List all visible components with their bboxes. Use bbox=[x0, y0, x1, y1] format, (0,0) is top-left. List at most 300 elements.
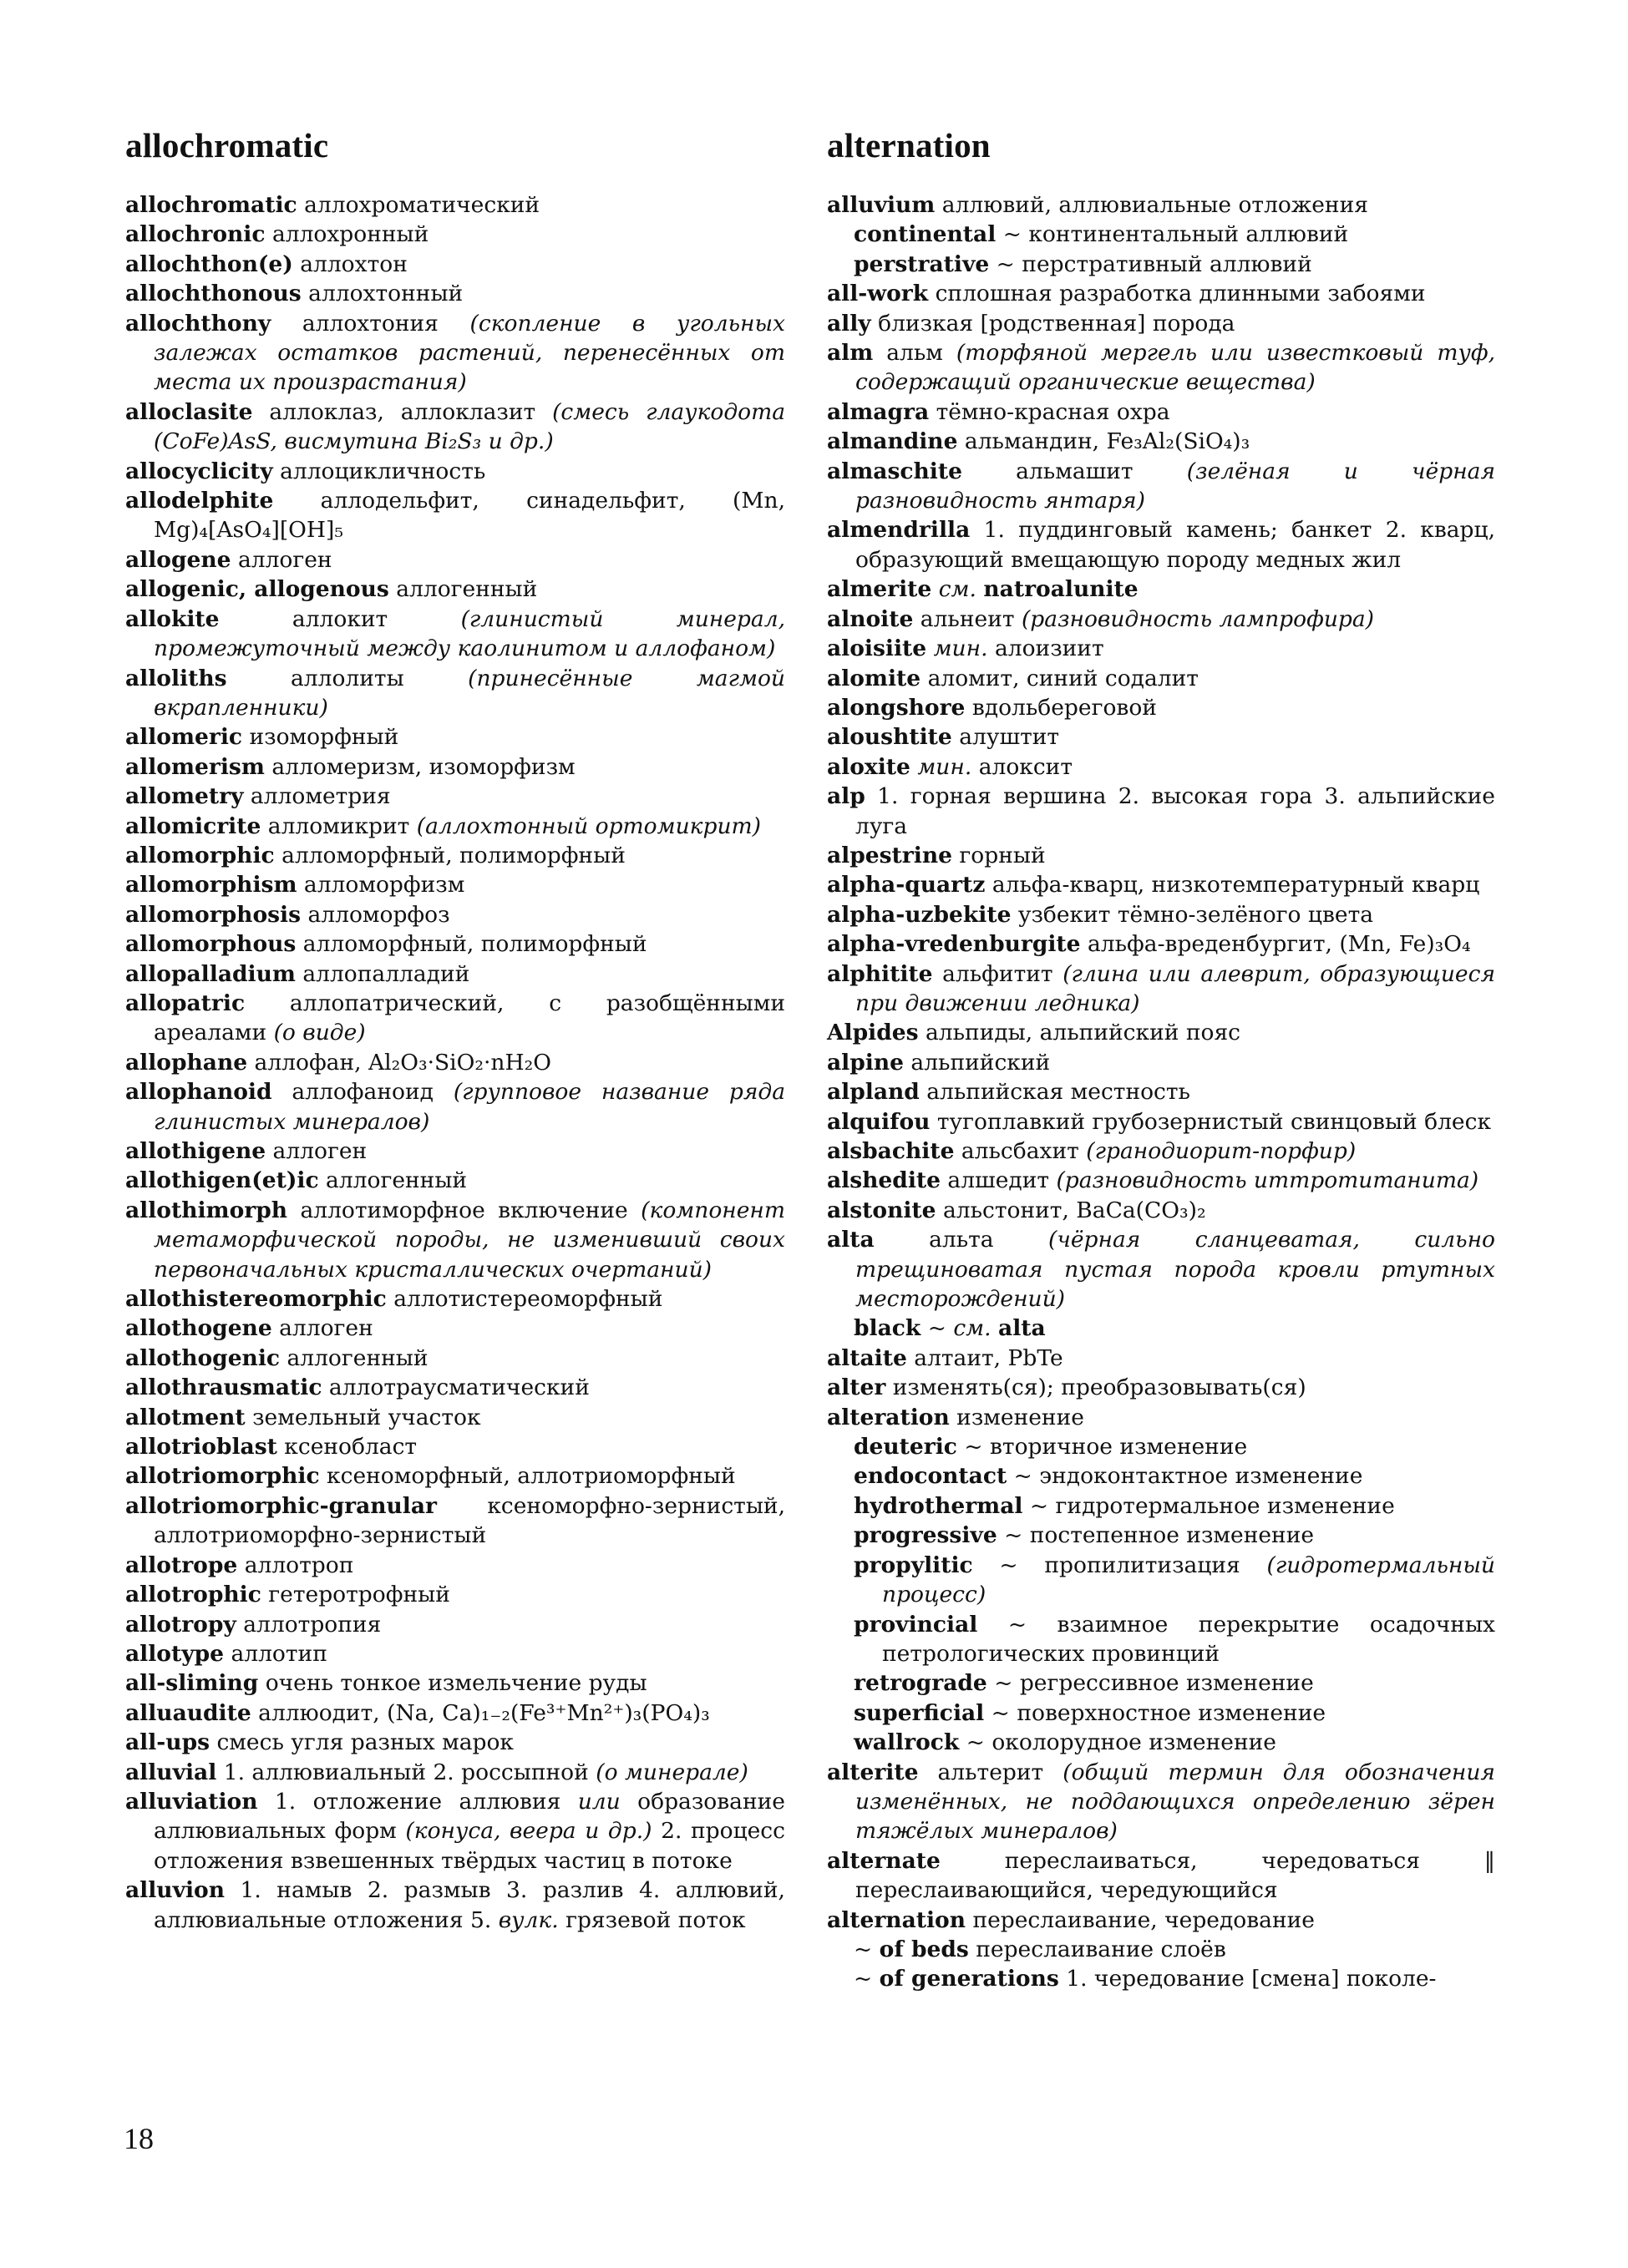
entry-headword: alphitite bbox=[827, 960, 933, 987]
entry-headword: allometry bbox=[125, 783, 244, 810]
entry-headword: allomeric bbox=[125, 724, 243, 751]
dictionary-entry bbox=[827, 427, 1495, 456]
subentry-word: perstrative bbox=[854, 251, 990, 277]
entry-note: (чёрная сланцеватая, сильно трещиноватая пустая порода кровли ртутных месторождений) bbox=[855, 1227, 1495, 1313]
dictionary-entry bbox=[827, 1166, 1495, 1195]
dictionary-subentry: wallrock ~ околорудное изменение bbox=[854, 1729, 1276, 1756]
dictionary-entry bbox=[125, 1344, 785, 1373]
entry-translation: переслаивание, чередование bbox=[972, 1906, 1315, 1933]
dictionary-entry bbox=[125, 812, 785, 841]
usage-label: мин. bbox=[933, 635, 988, 662]
entry-headword: allomorphosis bbox=[125, 901, 302, 928]
entry-translation: аллотроп bbox=[244, 1552, 354, 1578]
entry-translation: узбекит тёмно-зелёного цвета bbox=[1017, 901, 1374, 928]
entry-headword: aloisiite bbox=[827, 635, 927, 662]
entry-headword: allophane bbox=[125, 1049, 248, 1076]
entry-translation: аллофан, Al₂O₃·SiO₂·nH₂O bbox=[254, 1049, 551, 1076]
entry-translation: альсбахит bbox=[961, 1138, 1079, 1164]
subentry-word: progressive bbox=[854, 1522, 997, 1549]
dictionary-subentry: perstrative ~ перстративный аллювий bbox=[854, 251, 1312, 277]
entry-headword: allogenic, allogenous bbox=[125, 576, 389, 603]
entry-translation: аллокит bbox=[292, 605, 388, 632]
entry-headword: allomicrite bbox=[125, 813, 261, 839]
usage-label: см. bbox=[953, 1315, 992, 1342]
entry-headword: allomorphic bbox=[125, 842, 275, 868]
dictionary-entry bbox=[827, 1077, 1495, 1106]
entry-translation: тёмно-красная охра bbox=[936, 398, 1170, 425]
entry-headword: alpha-quartz bbox=[827, 872, 986, 899]
entry-translation: постепенное изменение bbox=[1029, 1522, 1315, 1549]
dictionary-entry bbox=[827, 279, 1495, 308]
entry-headword: allothigen(et)ic bbox=[125, 1167, 319, 1194]
dictionary-entry bbox=[125, 1432, 785, 1461]
dictionary-entry bbox=[125, 605, 785, 664]
dictionary-entry bbox=[827, 634, 1495, 663]
entry-translation: аллотропия bbox=[243, 1611, 382, 1638]
dictionary-entry bbox=[827, 1906, 1495, 1935]
entry-translation: альмандин, Fe₃Al₂(SiO₄)₃ bbox=[964, 428, 1250, 455]
entry-translation: смесь угля разных марок bbox=[216, 1729, 514, 1756]
dictionary-entry bbox=[125, 1876, 785, 1935]
entry-headword: almendrilla bbox=[827, 517, 971, 544]
dictionary-subentry: endocontact ~ эндоконтактное изменение bbox=[854, 1463, 1363, 1490]
entry-translation: аллопалладий bbox=[302, 960, 470, 987]
entry-headword: alluviation bbox=[125, 1788, 258, 1815]
entry-note: (гидротермальный процесс) bbox=[882, 1552, 1495, 1608]
cross-reference: alta bbox=[998, 1315, 1046, 1342]
entry-headword: alternate bbox=[827, 1847, 941, 1874]
entry-translation: аллоген bbox=[237, 546, 332, 573]
dictionary-entry bbox=[827, 782, 1495, 841]
dictionary-entry bbox=[125, 1758, 785, 1787]
right-column bbox=[827, 190, 1495, 1994]
entry-note: (конуса, веера и др.) bbox=[405, 1818, 652, 1845]
tilde-mark: ~ bbox=[854, 1936, 873, 1962]
dictionary-entry bbox=[827, 190, 1495, 220]
dictionary-entry bbox=[827, 693, 1495, 722]
entry-note: (разновидность лампрофира) bbox=[1021, 605, 1374, 632]
entry-translation: ксеноморфный, аллотриоморфный bbox=[327, 1463, 736, 1490]
subentry-word: wallrock bbox=[854, 1729, 960, 1756]
entry-headword: alloclasite bbox=[125, 398, 253, 425]
dictionary-entry bbox=[125, 1610, 785, 1639]
dictionary-entry bbox=[125, 486, 785, 545]
entry-translation: аллофаноид bbox=[292, 1079, 434, 1106]
dictionary-entry bbox=[827, 752, 1495, 782]
entry-translation: альфа-вреденбургит, (Mn, Fe)₃O₄ bbox=[1087, 931, 1471, 958]
dictionary-entry bbox=[125, 545, 785, 575]
entry-headword: alquifou bbox=[827, 1108, 931, 1135]
subentry-word: black bbox=[854, 1315, 921, 1342]
entry-headword: allophanoid bbox=[125, 1079, 272, 1106]
entry-translation: алоксит bbox=[978, 753, 1073, 780]
entry-headword: allothogene bbox=[125, 1315, 272, 1342]
subentry-word: superficial bbox=[854, 1699, 985, 1726]
entry-headword: altaite bbox=[827, 1344, 907, 1371]
entry-translation: аллювий, аллювиальные отложения bbox=[941, 192, 1368, 218]
entry-headword: alter bbox=[827, 1374, 886, 1401]
dictionary-entry bbox=[827, 929, 1495, 959]
entry-headword: alluvion bbox=[125, 1877, 225, 1904]
entry-headword: allomorphous bbox=[125, 931, 297, 958]
entry-headword: alp bbox=[827, 783, 865, 810]
subentry-word: continental bbox=[854, 221, 997, 248]
dictionary-entry bbox=[125, 250, 785, 279]
entry-note: (разновидность иттротитанита) bbox=[1056, 1167, 1479, 1194]
entry-translation: земельный участок bbox=[252, 1404, 481, 1430]
entry-translation: 1. аллювиальный 2. россыпной bbox=[223, 1759, 589, 1785]
dictionary-entry bbox=[827, 722, 1495, 752]
dictionary-entry bbox=[827, 1107, 1495, 1137]
entry-translation: ксеноморфно-зернистый, аллотриоморфно-зернистый bbox=[154, 1492, 785, 1549]
entry-translation: перстративный аллювий bbox=[1022, 251, 1312, 277]
entry-translation: аллоклаз, аллоклазит bbox=[269, 398, 536, 425]
entry-headword: all-sliming bbox=[125, 1670, 259, 1697]
entry-translation: алломорфизм bbox=[303, 872, 465, 899]
entry-headword: alsbachite bbox=[827, 1138, 955, 1164]
entry-headword: allomerism bbox=[125, 753, 265, 780]
entry-translation: аллотиморфное включение bbox=[300, 1197, 628, 1223]
entry-headword: allotype bbox=[125, 1640, 225, 1667]
dictionary-entry bbox=[125, 1077, 785, 1137]
entry-headword: allotriomorphic-granular bbox=[125, 1492, 437, 1519]
entry-translation: пропилитизация bbox=[1044, 1552, 1240, 1578]
dictionary-entry bbox=[125, 220, 785, 249]
entry-translation: сплошная разработка длинными забоями bbox=[935, 281, 1426, 307]
dictionary-entry bbox=[125, 1787, 785, 1876]
entry-translation: альстонит, BaCa(CO₃)₂ bbox=[942, 1197, 1206, 1223]
entry-note: (о виде) bbox=[273, 1020, 366, 1046]
entry-translation: грязевой поток bbox=[565, 1906, 746, 1933]
dictionary-entry bbox=[125, 1461, 785, 1491]
dictionary-entry bbox=[125, 397, 785, 457]
entry-translation: аллохтония bbox=[302, 310, 439, 337]
entry-headword: ally bbox=[827, 310, 871, 337]
guide-word-right: alternation bbox=[827, 126, 991, 165]
dictionary-entry bbox=[827, 870, 1495, 899]
entry-note: (о минерале) bbox=[596, 1759, 748, 1785]
entry-translation: аллогенный bbox=[326, 1167, 468, 1194]
entry-translation: изоморфный bbox=[249, 724, 399, 751]
dictionary-entry bbox=[125, 457, 785, 486]
dictionary-subentry: continental ~ континентальный аллювий bbox=[854, 221, 1349, 248]
dictionary-subentry: black ~ см. alta bbox=[854, 1315, 1046, 1342]
entry-translation: континентальный аллювий bbox=[1028, 221, 1349, 248]
entry-headword: allodelphite bbox=[125, 488, 274, 514]
entry-translation: переслаивание слоёв bbox=[976, 1936, 1226, 1962]
dictionary-subentry: progressive ~ постепенное изменение bbox=[854, 1522, 1315, 1549]
entry-translation: 1. намыв 2. размыв 3. разлив 4. аллювий, аллювиальные отложения 5. bbox=[154, 1877, 785, 1933]
dictionary-entry bbox=[125, 1048, 785, 1077]
dictionary-entry bbox=[827, 841, 1495, 870]
entry-translation: алоизиит bbox=[994, 635, 1104, 662]
entry-headword: alterite bbox=[827, 1759, 919, 1785]
entry-translation: аллотип bbox=[231, 1640, 327, 1667]
entry-note: (групповое название ряда глинистых минералов) bbox=[154, 1079, 785, 1135]
entry-translation: вторичное изменение bbox=[990, 1434, 1248, 1461]
entry-translation: гетеротрофный bbox=[268, 1582, 450, 1608]
entry-headword: allomorphism bbox=[125, 872, 297, 899]
entry-headword: alteration bbox=[827, 1404, 950, 1430]
entry-translation: алломеризм, изоморфизм bbox=[271, 753, 576, 780]
dictionary-entry bbox=[125, 959, 785, 989]
entry-translation: тугоплавкий грубозернистый свинцовый блеск bbox=[936, 1108, 1492, 1135]
dictionary-entry bbox=[125, 900, 785, 929]
dictionary-subentry bbox=[827, 1964, 1495, 1993]
entry-headword: alstonite bbox=[827, 1197, 936, 1223]
entry-headword: allotrophic bbox=[125, 1582, 261, 1608]
entry-translation: аллохтон bbox=[300, 251, 408, 277]
entry-translation: аллотистереоморфный bbox=[393, 1286, 663, 1313]
dictionary-entry bbox=[125, 279, 785, 308]
entry-headword: alongshore bbox=[827, 694, 966, 721]
dictionary-subentry: provincial ~ взаимное перекрытие осадочных петрологических провинций bbox=[854, 1611, 1495, 1667]
dictionary-entry bbox=[827, 1137, 1495, 1166]
entry-headword: almaschite bbox=[827, 458, 962, 484]
entry-translation: аллохроматический bbox=[304, 192, 540, 218]
subentry-word: endocontact bbox=[854, 1463, 1007, 1490]
dictionary-entry bbox=[125, 1373, 785, 1402]
subentry-word: deuteric bbox=[854, 1434, 957, 1461]
subentry-word: of generations bbox=[879, 1966, 1059, 1992]
entry-headword: alluaudite bbox=[125, 1699, 251, 1726]
dictionary-subentry bbox=[827, 1935, 1495, 1964]
entry-note: (смесь глаукодота (CoFe)AsS, висмутина Bi₂S₃ и др.) bbox=[154, 398, 785, 455]
dictionary-entry bbox=[827, 605, 1495, 634]
entry-translation: близкая [родственная] порода bbox=[878, 310, 1235, 337]
entry-translation: аллотраусматический bbox=[328, 1374, 590, 1401]
dictionary-entry bbox=[827, 900, 1495, 929]
dictionary-entry bbox=[125, 1284, 785, 1314]
entry-translation: аллоцикличность bbox=[280, 458, 486, 484]
entry-headword: allothrausmatic bbox=[125, 1374, 322, 1401]
entry-headword: alnoite bbox=[827, 605, 914, 632]
tilde-mark: ~ bbox=[854, 1966, 873, 1992]
entry-translation: альфитит bbox=[942, 960, 1053, 987]
entry-headword: allopalladium bbox=[125, 960, 296, 987]
entry-note: (компонент метаморфической породы, не изменивший своих первоначальных кристаллических очертаний) bbox=[154, 1197, 785, 1283]
usage-label: вулк. bbox=[498, 1906, 559, 1933]
entry-translation: алтаит, PbTe bbox=[914, 1344, 1063, 1371]
dictionary-entry bbox=[827, 1344, 1495, 1373]
usage-label: мин. bbox=[917, 753, 972, 780]
entry-note: (скопление в угольных залежах остатков растений, перенесённых от места их произрастания) bbox=[154, 310, 785, 396]
entry-translation: образование аллювиальных форм bbox=[154, 1788, 785, 1845]
entry-translation: аллоген bbox=[272, 1138, 368, 1164]
entry-note: (глинистый минерал, промежуточный между каолинитом и аллофаном) bbox=[154, 605, 785, 662]
entry-translation: альтерит bbox=[937, 1759, 1044, 1785]
dictionary-entry bbox=[125, 782, 785, 811]
entry-translation: 1. пуддинговый камень; банкет 2. кварц, образующий вмещающую породу медных жил bbox=[855, 517, 1495, 573]
dictionary-entry bbox=[827, 1846, 1495, 1906]
entry-headword: allotriomorphic bbox=[125, 1463, 320, 1490]
entry-headword: alpine bbox=[827, 1049, 904, 1076]
dictionary-entry bbox=[125, 664, 785, 723]
entry-note: (зелёная и чёрная разновидность янтаря) bbox=[855, 458, 1495, 514]
page-number: 18 bbox=[124, 2122, 154, 2155]
entry-headword: allopatric bbox=[125, 990, 246, 1016]
entry-headword: allochromatic bbox=[125, 192, 297, 218]
usage-label: или bbox=[577, 1788, 621, 1815]
left-column bbox=[125, 190, 785, 1935]
dictionary-entry bbox=[827, 309, 1495, 338]
entry-translation: аллопатрический, с разобщёнными ареалами bbox=[154, 990, 785, 1046]
entry-translation: околорудное изменение bbox=[992, 1729, 1276, 1756]
entry-headword: alta bbox=[827, 1227, 875, 1253]
dictionary-subentry: hydrothermal ~ гидротермальное изменение bbox=[854, 1492, 1395, 1519]
entry-headword: allothogenic bbox=[125, 1344, 281, 1371]
dictionary-entry bbox=[125, 190, 785, 220]
dictionary-entry bbox=[125, 309, 785, 397]
entry-translation: вдольбереговой bbox=[971, 694, 1157, 721]
entry-headword: Alpides bbox=[827, 1020, 919, 1046]
entry-translation: регрессивное изменение bbox=[1019, 1670, 1314, 1697]
dictionary-entry bbox=[125, 1491, 785, 1551]
entry-headword: allothigene bbox=[125, 1138, 266, 1164]
entry-translation: эндоконтактное изменение bbox=[1039, 1463, 1363, 1490]
subentry-word: hydrothermal bbox=[854, 1492, 1023, 1519]
entry-headword: alm bbox=[827, 340, 874, 367]
entry-translation: алломорфный, полиморфный bbox=[281, 842, 626, 868]
entry-headword: allotropy bbox=[125, 1611, 236, 1638]
entry-headword: all-work bbox=[827, 281, 929, 307]
dictionary-entry bbox=[125, 1580, 785, 1609]
entry-headword: almandine bbox=[827, 428, 958, 455]
dictionary-entry bbox=[125, 929, 785, 959]
entry-note: (глина или алеврит, образующиеся при движении ледника) bbox=[855, 960, 1495, 1016]
dictionary-entry bbox=[125, 752, 785, 782]
entry-headword: allothistereomorphic bbox=[125, 1286, 387, 1313]
dictionary-entry bbox=[827, 397, 1495, 427]
dictionary-subentry: deuteric ~ вторичное изменение bbox=[854, 1434, 1248, 1461]
entry-note: (принесённые магмой вкрапленники) bbox=[154, 665, 785, 721]
entry-headword: allotment bbox=[125, 1404, 246, 1430]
dictionary-entry bbox=[827, 575, 1495, 604]
entry-translation: альмашит bbox=[1016, 458, 1134, 484]
entry-headword: allocyclicity bbox=[125, 458, 273, 484]
entry-translation: аллогенный bbox=[287, 1344, 429, 1371]
guide-word-left: allochromatic bbox=[125, 126, 329, 165]
entry-translation: ксенобласт bbox=[284, 1434, 418, 1461]
entry-headword: aloushtite bbox=[827, 724, 952, 751]
entry-translation: аллодельфит, синадельфит, (Mn, Mg)₄[AsO₄][OH]₅ bbox=[154, 488, 785, 544]
entry-headword: allochthon(e) bbox=[125, 251, 293, 277]
usage-label: см. bbox=[938, 576, 976, 603]
entry-headword: alpland bbox=[827, 1079, 920, 1106]
entry-translation: аллохтонный bbox=[308, 281, 464, 307]
dictionary-entry bbox=[827, 457, 1495, 516]
dictionary-subentry: retrograde ~ регрессивное изменение bbox=[854, 1670, 1314, 1697]
subentry-word: of beds bbox=[879, 1936, 969, 1962]
dictionary-entry bbox=[827, 1758, 1495, 1846]
dictionary-entry bbox=[827, 338, 1495, 397]
entry-headword: aloxite bbox=[827, 753, 910, 780]
dictionary-entry bbox=[125, 1698, 785, 1728]
entry-translation: альпийская местность bbox=[926, 1079, 1190, 1106]
entry-translation: 1. горная вершина 2. высокая гора 3. альпийские луга bbox=[855, 783, 1495, 839]
entry-translation: 2. процесс отложения взвешенных твёрдых частиц в потоке bbox=[154, 1818, 785, 1874]
dictionary-entry bbox=[827, 1196, 1495, 1225]
entry-translation: аллюодит, (Na, Ca)₁₋₂(Fe³⁺Mn²⁺)₃(PO₄)₃ bbox=[258, 1699, 710, 1726]
entry-translation: альм bbox=[886, 340, 943, 367]
entry-translation: взаимное перекрытие осадочных петрологических провинций bbox=[882, 1611, 1495, 1667]
entry-translation: изменять(ся); преобразовывать(ся) bbox=[892, 1374, 1306, 1401]
entry-translation: алуштит bbox=[959, 724, 1060, 751]
dictionary-entry bbox=[125, 575, 785, 604]
entry-headword: allogene bbox=[125, 546, 231, 573]
entry-translation: альпийский bbox=[910, 1049, 1051, 1076]
entry-translation: алломорфоз bbox=[307, 901, 450, 928]
dictionary-entry bbox=[125, 1196, 785, 1284]
entry-headword: allokite bbox=[125, 605, 220, 632]
entry-headword: allochronic bbox=[125, 221, 266, 248]
entry-headword: allotrope bbox=[125, 1552, 238, 1578]
entry-translation: алшедит bbox=[947, 1167, 1050, 1194]
entry-headword: alshedite bbox=[827, 1167, 941, 1194]
entry-translation: аллолиты bbox=[291, 665, 404, 691]
dictionary-entry bbox=[125, 870, 785, 899]
entry-headword: almagra bbox=[827, 398, 930, 425]
subentry-word: provincial bbox=[854, 1611, 978, 1638]
entry-translation: поверхностное изменение bbox=[1017, 1699, 1326, 1726]
entry-headword: allochthonous bbox=[125, 281, 302, 307]
dictionary-entry bbox=[827, 1018, 1495, 1047]
dictionary-entry bbox=[125, 989, 785, 1048]
dictionary-entry bbox=[125, 1728, 785, 1757]
dictionary-entry bbox=[125, 1403, 785, 1432]
dictionary-entry bbox=[827, 664, 1495, 693]
dictionary-entry bbox=[827, 515, 1495, 575]
entry-translation: 1. чередование [смена] поколе- bbox=[1066, 1966, 1437, 1992]
entry-note: (гранодиорит-порфир) bbox=[1086, 1138, 1357, 1164]
entry-headword: alluvium bbox=[827, 192, 936, 218]
entry-translation: аллогенный bbox=[396, 576, 538, 603]
entry-headword: allothimorph bbox=[125, 1197, 288, 1223]
dictionary-entry bbox=[827, 1373, 1495, 1402]
entry-translation: 1. отложение аллювия bbox=[274, 1788, 561, 1815]
entry-translation: альнеит bbox=[920, 605, 1015, 632]
entry-translation: аллохронный bbox=[271, 221, 429, 248]
entry-translation: аломит, синий содалит bbox=[927, 665, 1199, 691]
dictionary-subentry: propylitic ~ пропилитизация (гидротермальный процесс) bbox=[854, 1552, 1495, 1608]
entry-translation: гидротермальное изменение bbox=[1055, 1492, 1395, 1519]
entry-translation: изменение bbox=[956, 1404, 1084, 1430]
dictionary-entry bbox=[125, 841, 785, 870]
entry-headword: alternation bbox=[827, 1906, 966, 1933]
entry-headword: alluvial bbox=[125, 1759, 217, 1785]
subentry-word: propylitic bbox=[854, 1552, 973, 1578]
cross-reference: natroalunite bbox=[983, 576, 1139, 603]
dictionary-entry bbox=[827, 1048, 1495, 1077]
entry-translation: аллоген bbox=[279, 1315, 373, 1342]
dictionary-entry bbox=[125, 1551, 785, 1580]
entry-headword: allotrioblast bbox=[125, 1434, 277, 1461]
dictionary-entry bbox=[125, 1166, 785, 1195]
subentry-word: retrograde bbox=[854, 1670, 987, 1697]
entry-translation: альта bbox=[929, 1227, 994, 1253]
entry-headword: alomite bbox=[827, 665, 921, 691]
entry-note: (торфяной мергель или известковый туф, содержащий органические вещества) bbox=[855, 340, 1495, 396]
entry-headword: alpha-vredenburgite bbox=[827, 931, 1081, 958]
dictionary-entry bbox=[827, 1403, 1495, 1432]
entry-headword: allochthony bbox=[125, 310, 271, 337]
entry-translation: альфа-кварц, низкотемпературный кварц bbox=[992, 872, 1480, 899]
entry-note: (аллохтонный ортомикрит) bbox=[416, 813, 761, 839]
entry-note: (общий термин для обозначения изменённых, не поддающихся определению зёрен тяжёлых минералов) bbox=[855, 1759, 1495, 1845]
dictionary-subentry: superficial ~ поверхностное изменение bbox=[854, 1699, 1326, 1726]
entry-headword: almerite bbox=[827, 576, 932, 603]
dictionary-entry bbox=[827, 959, 1495, 1019]
